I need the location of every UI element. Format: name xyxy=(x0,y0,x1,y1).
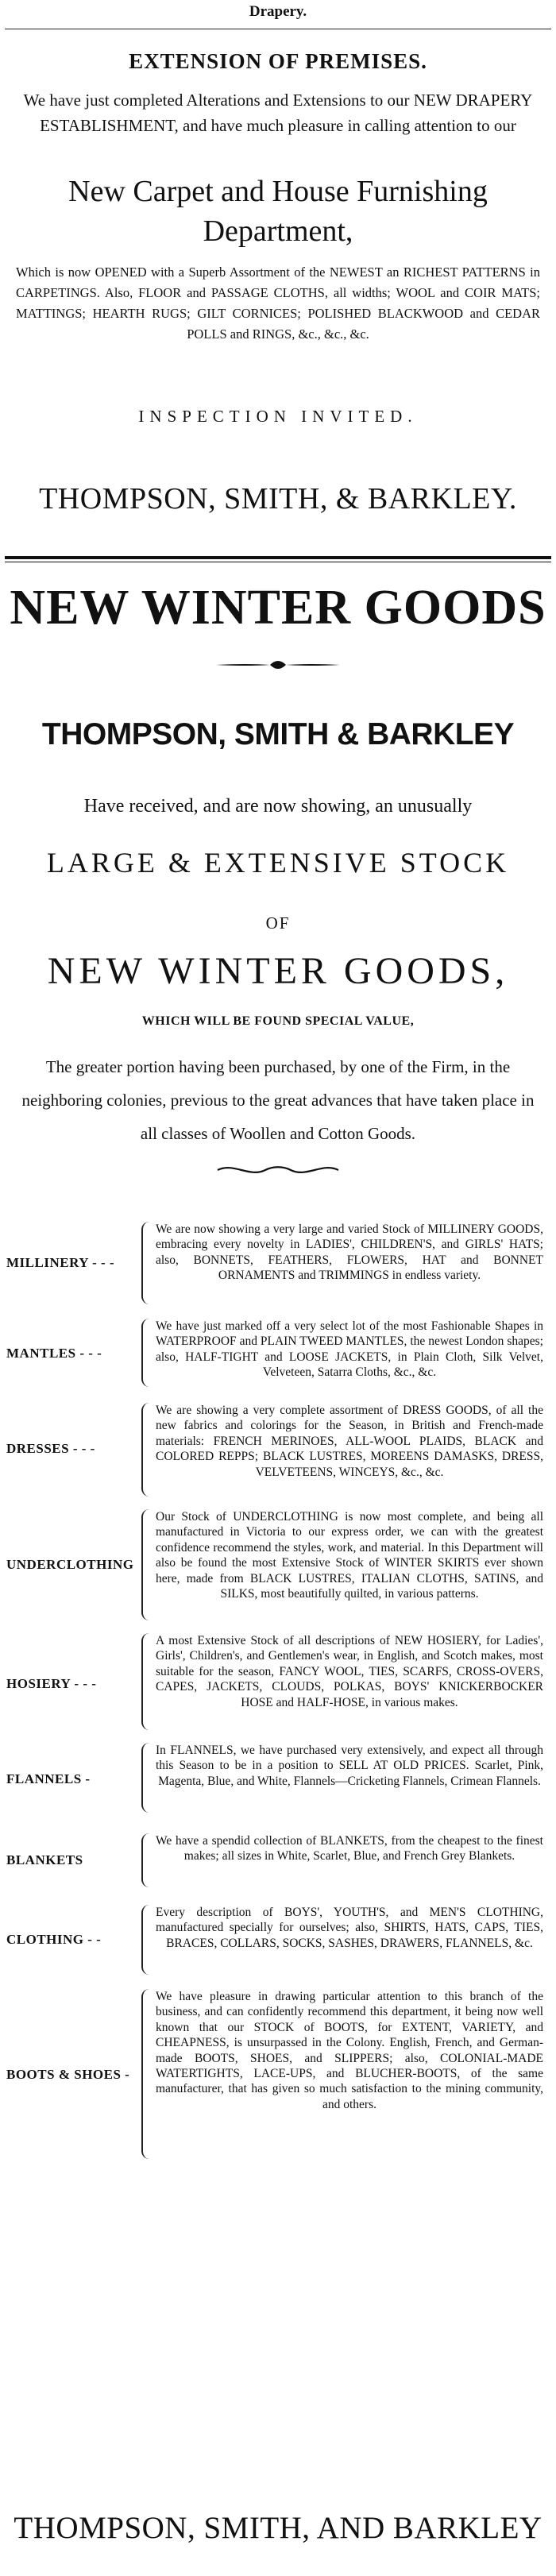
department-row-flannels xyxy=(0,1743,556,1816)
department-label: UNDERCLOTHING xyxy=(6,1557,134,1572)
brace-icon xyxy=(141,1509,153,1620)
department-label: MANTLES - - - xyxy=(6,1346,102,1361)
department-row-millinery xyxy=(0,1222,556,1307)
new-winter-goods-subheading: NEW WINTER GOODS, xyxy=(47,950,509,992)
new-winter-goods-headline: NEW WINTER GOODS xyxy=(10,581,546,635)
department-text: In FLANNELS, we have purchased very extensively, and expect all through this Season to be in a position to SELL AT OLD PRICES. Scarlet, Pink, Magenta, Blue, and White, Flannels—Cricketing Flannels, Crimean Flannels. xyxy=(156,1744,543,1788)
department-row-blankets xyxy=(0,1833,556,1890)
department-label: BLANKETS xyxy=(6,1852,83,1867)
section-category: Drapery. xyxy=(249,3,307,20)
ornament-flourish-icon xyxy=(214,1158,342,1182)
section-divider-thick xyxy=(5,556,551,559)
inspection-notice: INSPECTION INVITED. xyxy=(138,407,418,426)
department-row-clothing xyxy=(0,1905,556,1978)
ornament-divider-icon xyxy=(214,653,342,677)
brace-icon xyxy=(141,1743,153,1813)
department-text: We have just marked off a very select lot of the most Fashionable Shapes in WATERPROOF and PLAIN TWEED MANTLES, the newest London shapes; also, HALF-TIGHT and LOOSE JACKETS, in Plain Cloth, Silk Velvet, Velveteen, Satarra Cloths, &c., &c. xyxy=(156,1319,543,1380)
department-row-boots-shoes xyxy=(0,1989,556,2164)
department-text: Every description of BOYS', YOUTH'S, and MEN'S CLOTHING, manufactured specially for ourselves; also, SHIRTS, HATS, CAPS, TIES, BRACES, COLLARS, SOCKS, SASHES, DRAWERS, FLANNELS, &c. xyxy=(156,1906,543,1950)
department-text: Our Stock of UNDERCLOTHING is now most complete, and being all manufactured in Victoria to our express order, we can with the greatest confidence recommend the styles, work, and material. In this Department will also be found the most Extensive Stock of WINTER SKIRTS ever shown here, made from BLACK LUSTRES, ITALIAN CLOTHS, SATINS, and SILKS, most beautifully quilted, in various patterns. xyxy=(156,1510,543,1601)
brace-icon xyxy=(141,1905,153,1975)
brace-icon xyxy=(141,1833,153,1887)
brace-icon xyxy=(141,1989,153,2159)
department-row-hosiery xyxy=(0,1633,556,1733)
special-value-line: WHICH WILL BE FOUND SPECIAL VALUE, xyxy=(141,1014,415,1028)
brace-icon xyxy=(141,1403,153,1497)
department-label: FLANNELS - xyxy=(6,1771,91,1786)
department-description: Which is now OPENED with a Superb Assortment of the NEWEST an RICHEST PATTERNS in CARPETINGS. Also, FLOOR and PASSAGE CLOTHS, all widths; WOOL and COIR MATS; MATTINGS; HEARTH RUGS; GILT CORNICES; POLISHED BLACKWOOD and CEDAR POLLS and RINGS, &c., &c., &c. xyxy=(16,265,540,342)
department-label: HOSIERY - - - xyxy=(6,1676,97,1691)
firm-name-extension: THOMPSON, SMITH, & BARKLEY. xyxy=(39,482,517,516)
department-label: DRESSES - - - xyxy=(6,1441,95,1456)
department-heading: New Carpet and House Furnishing Department, xyxy=(68,175,488,248)
firm-name-winter: THOMPSON, SMITH & BARKLEY xyxy=(41,717,515,751)
department-row-mantles xyxy=(0,1319,556,1388)
of-line: OF xyxy=(265,913,291,933)
brace-icon xyxy=(141,1222,153,1304)
department-label: CLOTHING - - xyxy=(6,1932,102,1947)
large-stock-heading: LARGE & EXTENSIVE STOCK xyxy=(46,847,510,879)
received-line: Have received, and are now showing, an unusually xyxy=(83,796,473,817)
department-row-dresses xyxy=(0,1403,556,1498)
department-label: MILLINERY - - - xyxy=(6,1255,115,1270)
department-text: We are showing a very complete assortment of DRESS GOODS, of all the new fabrics and colorings for the Season, in British and French-made materials: FRENCH MERINOES, ALL-WOOL PLAIDS, BLACK and COLORED REPPS; BLACK LUSTRES, MOREENS DAMASKS, DRESS, VELVETEENS, WINCEYS, &c., &c. xyxy=(156,1404,543,1479)
greater-portion-paragraph: The greater portion having been purchased, by one of the Firm, in the neighboring colonies, previous to the great advances that have taken place in all classes of Woollen and Cotton Goods. xyxy=(21,1057,535,1143)
department-text: A most Extensive Stock of all descriptions of NEW HOSIERY, for Ladies', Girls', Children's, and Gentlemen's wear, in English, and Scotch makes, most suitable for the season, FANCY WOOL, TIES, SCARFS, CROSS-OVERS, CAPES, JACKETS, CLOUDS, POLKAS, BOYS' KNICKERBOCKER HOSE and HALF-HOSE, in various makes. xyxy=(156,1634,543,1709)
department-text: We are now showing a very large and varied Stock of MILLINERY GOODS, embracing every novelty in LADIES', CHILDREN'S, and GIRLS' HATS; also, BONNETS, FEATHERS, FLOWERS, HAT and BONNET ORNAMENTS and TRIMMINGS in endless variety. xyxy=(156,1222,543,1283)
brace-icon xyxy=(141,1633,153,1730)
department-label: BOOTS & SHOES - xyxy=(6,2067,130,2082)
department-text: We have a spendid collection of BLANKETS, from the cheapest to the finest makes; all sizes in White, Scarlet, Blue, and French Grey Blankets. xyxy=(156,1834,543,1863)
footer-firm-name: THOMPSON, SMITH, AND BARKLEY xyxy=(14,2511,542,2545)
brace-icon xyxy=(141,1319,153,1387)
extension-heading: EXTENSION OF PREMISES. xyxy=(129,49,427,73)
department-text: We have pleasure in drawing particular attention to this branch of the business, and can confidently recommend this department, it being now well known that our STOCK of BOOTS, for EXTENT, VARIETY, and CHEAPNESS, is unsurpassed in the Colony. English, French, and German-made BOOTS, SHOES, and SLIPPERS; also, COLONIAL-MADE WATERTIGHTS, LACE-UPS, and BLUCHER-BOOTS, of the same manufacturer, that has given so much satisfaction to the mining community, and others. xyxy=(156,1990,543,2111)
department-row-underclothing xyxy=(0,1509,556,1624)
extension-intro: We have just completed Alterations and Extensions to our NEW DRAPERY ESTABLISHMENT, and have much pleasure in calling attention to our xyxy=(23,91,533,135)
